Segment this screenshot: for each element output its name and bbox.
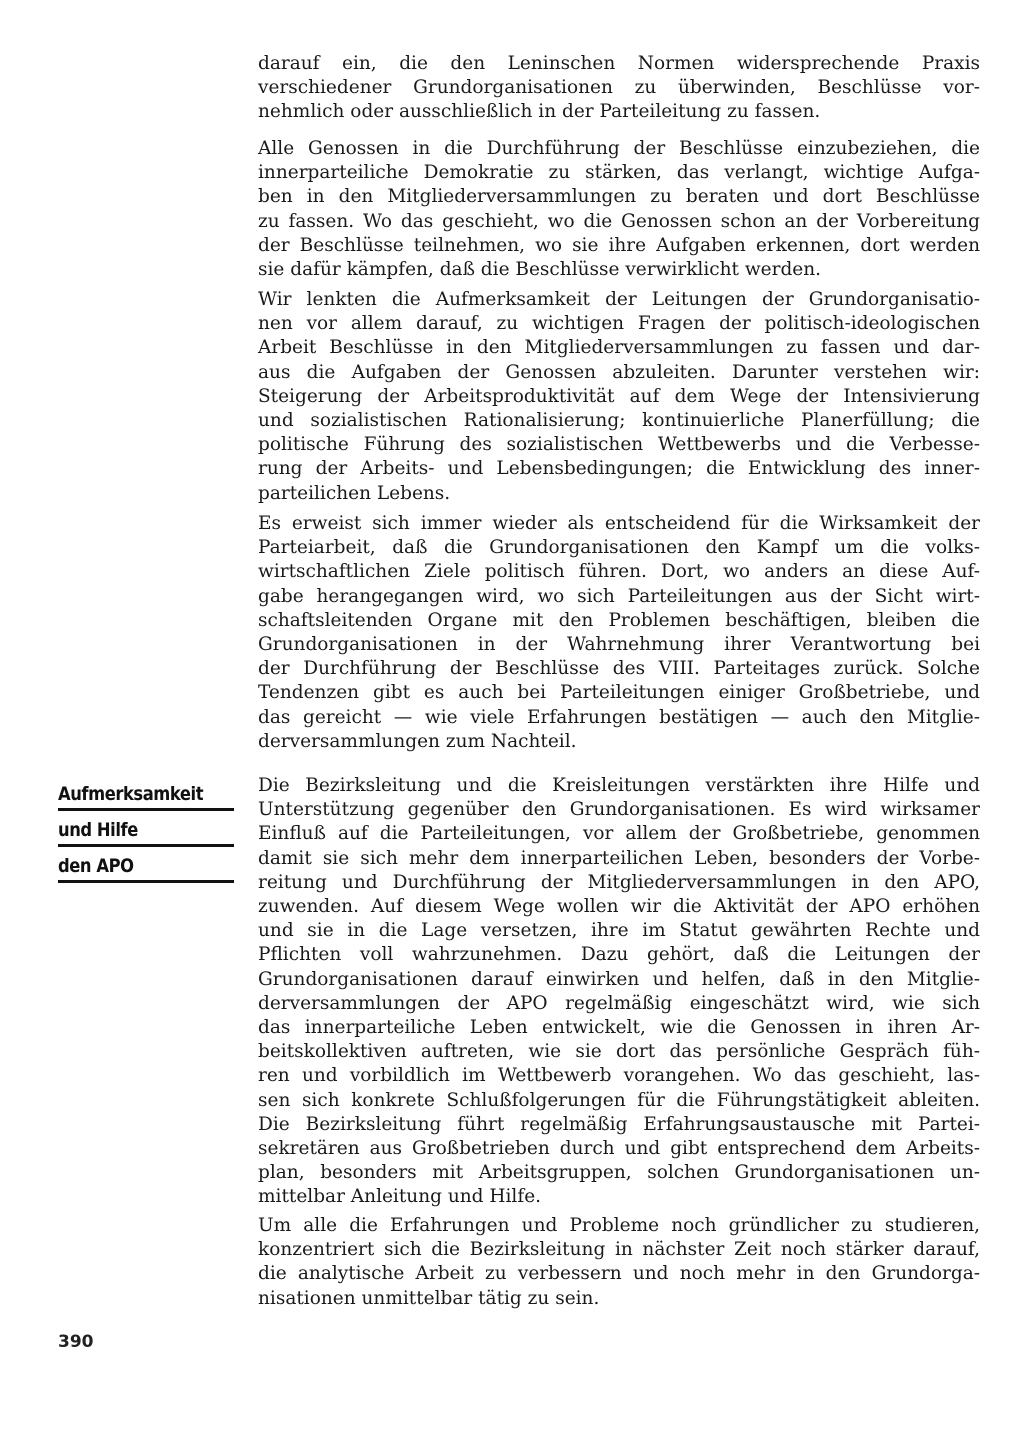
- text-line: Um alle die Erfahrungen und Probleme noch gründlicher zu studieren,: [258, 1215, 980, 1236]
- text-line: konzentriert sich die Bezirksleitung in nächster Zeit noch stärker darauf,: [258, 1239, 980, 1261]
- text-line: Parteiarbeit, daß die Grundorganisationen den Kampf um die volks-: [258, 537, 980, 559]
- text-line: nisationen unmittelbar tätig zu sein.: [258, 1287, 600, 1309]
- text-line: plan, besonders mit Arbeitsgruppen, solchen Grundorganisationen un-: [258, 1162, 980, 1184]
- text-line: nen vor allem darauf, zu wichtigen Fragen der politisch-ideologischen: [258, 313, 980, 335]
- text-line: der Beschlüsse teilnehmen, wo sie ihre Aufgaben erkennen, dort werden: [258, 234, 980, 256]
- text-line: der Durchführung der Beschlüsse des VIII. Parteitages zurück. Solche: [258, 658, 980, 680]
- text-line: zu fassen. Wo das geschieht, wo die Genossen schon an der Vorbereitung: [258, 210, 980, 232]
- text-line: aus die Aufgaben der Genossen abzuleiten. Darunter verstehen wir:: [258, 361, 980, 383]
- text-line: die analytische Arbeit zu verbessern und noch mehr in den Grundorga-: [258, 1263, 980, 1285]
- text-line: mittelbar Anleitung und Hilfe.: [258, 1186, 542, 1208]
- text-line: innerparteiliche Demokratie zu stärken, das verlangt, wichtige Aufga-: [258, 162, 980, 184]
- paragraph-1: [258, 52, 980, 125]
- heading-rule: [58, 808, 234, 811]
- text-line: ben in den Mitgliederversammlungen zu beraten und dort Beschlüsse: [258, 186, 980, 208]
- paragraph-2: [258, 137, 980, 282]
- text-line: damit sie sich mehr dem innerparteilichen Leben, besonders der Vorbe-: [258, 847, 980, 869]
- text-line: Grundorganisationen darauf einwirken und helfen, daß in den Mitglie-: [258, 968, 980, 990]
- text-line: nehmlich oder ausschließlich in der Parteileitung zu fassen.: [258, 101, 821, 123]
- margin-heading: [58, 780, 234, 888]
- text-line: Es erweist sich immer wieder als entscheidend für die Wirksamkeit der: [258, 513, 980, 534]
- paragraph-3: [258, 288, 980, 506]
- text-line: Arbeit Beschlüsse in den Mitgliederversammlungen zu fassen und dar-: [258, 337, 980, 359]
- text-line: gabe herangegangen wird, wo sich Parteileitungen aus der Sicht wirt-: [258, 585, 980, 607]
- text-line: Die Bezirksleitung führt regelmäßig Erfahrungsaustausche mit Partei-: [258, 1113, 980, 1135]
- margin-heading-line: Aufmerksamkeit: [58, 783, 204, 805]
- paragraph-6: [258, 1214, 980, 1311]
- text-line: zuwenden. Auf diesem Wege wollen wir die Aktivität der APO erhöhen: [258, 896, 980, 918]
- text-line: wirtschaftlichen Ziele politisch führen. Dort, wo anders an diese Auf-: [258, 561, 980, 583]
- text-line: Einfluß auf die Parteileitungen, vor allem der Großbetriebe, genommen: [258, 823, 980, 845]
- text-line: schaftsleitenden Organe mit den Problemen beschäftigen, bleiben die: [258, 609, 980, 631]
- text-line: sie dafür kämpfen, daß die Beschlüsse verwirklicht werden.: [258, 259, 822, 281]
- text-line: derversammlungen zum Nachteil.: [258, 730, 577, 752]
- text-line: Die Bezirksleitung und die Kreisleitungen verstärkten ihre Hilfe und: [258, 775, 980, 796]
- text-line: Alle Genossen in die Durchführung der Beschlüsse einzubeziehen, die: [258, 138, 980, 159]
- paragraph-4: [258, 512, 980, 754]
- heading-rule: [58, 880, 234, 883]
- text-line: das innerparteiliche Leben entwickelt, wie die Genossen in ihren Ar-: [258, 1017, 980, 1039]
- text-line: Unterstützung gegenüber den Grundorganisationen. Es wird wirksamer: [258, 799, 980, 821]
- text-line: politische Führung des sozialistischen Wettbewerbs und die Verbesse-: [258, 434, 980, 456]
- margin-heading-line: und Hilfe: [58, 819, 138, 841]
- text-line: Grundorganisationen in der Wahrnehmung ihrer Verantwortung bei: [258, 634, 980, 656]
- text-line: darauf ein, die den Leninschen Normen widersprechende Praxis: [258, 53, 980, 74]
- text-line: ren und vorbildlich im Wettbewerb vorangehen. Wo das geschieht, las-: [258, 1065, 980, 1087]
- text-line: das gereicht — wie viele Erfahrungen bestätigen — auch den Mitglie-: [258, 706, 980, 728]
- text-line: Pflichten voll wahrzunehmen. Dazu gehört, daß die Leitungen der: [258, 944, 980, 966]
- text-line: derversammlungen der APO regelmäßig eingeschätzt wird, wie sich: [258, 992, 980, 1014]
- text-line: Tendenzen gibt es auch bei Parteileitungen einiger Großbetriebe, und: [258, 682, 980, 704]
- text-line: sen sich konkrete Schlußfolgerungen für die Führungstätigkeit ableiten.: [258, 1089, 980, 1111]
- heading-rule: [58, 844, 234, 847]
- text-line: und sozialistischen Rationalisierung; kontinuierliche Planerfüllung; die: [258, 410, 980, 432]
- text-line: verschiedener Grundorganisationen zu überwinden, Beschlüsse vor-: [258, 77, 980, 99]
- page-number: 390: [58, 1332, 94, 1352]
- text-line: Steigerung der Arbeitsproduktivität auf dem Wege der Intensivierung: [258, 385, 980, 407]
- text-line: reitung und Durchführung der Mitgliederversammlungen in den APO,: [258, 871, 980, 893]
- paragraph-5: [258, 774, 980, 1210]
- text-line: sekretären aus Großbetrieben durch und gibt entsprechend dem Arbeits-: [258, 1138, 980, 1160]
- text-line: Wir lenkten die Aufmerksamkeit der Leitungen der Grundorganisatio-: [258, 289, 980, 310]
- text-line: parteilichen Lebens.: [258, 482, 451, 504]
- text-line: beitskollektiven auftreten, wie sie dort das persönliche Gespräch füh-: [258, 1041, 980, 1063]
- text-line: rung der Arbeits- und Lebensbedingungen; die Entwicklung des inner-: [258, 458, 980, 480]
- margin-heading-line: den APO: [58, 855, 134, 877]
- text-line: und sie in die Lage versetzen, ihre im Statut gewährten Rechte und: [258, 920, 980, 942]
